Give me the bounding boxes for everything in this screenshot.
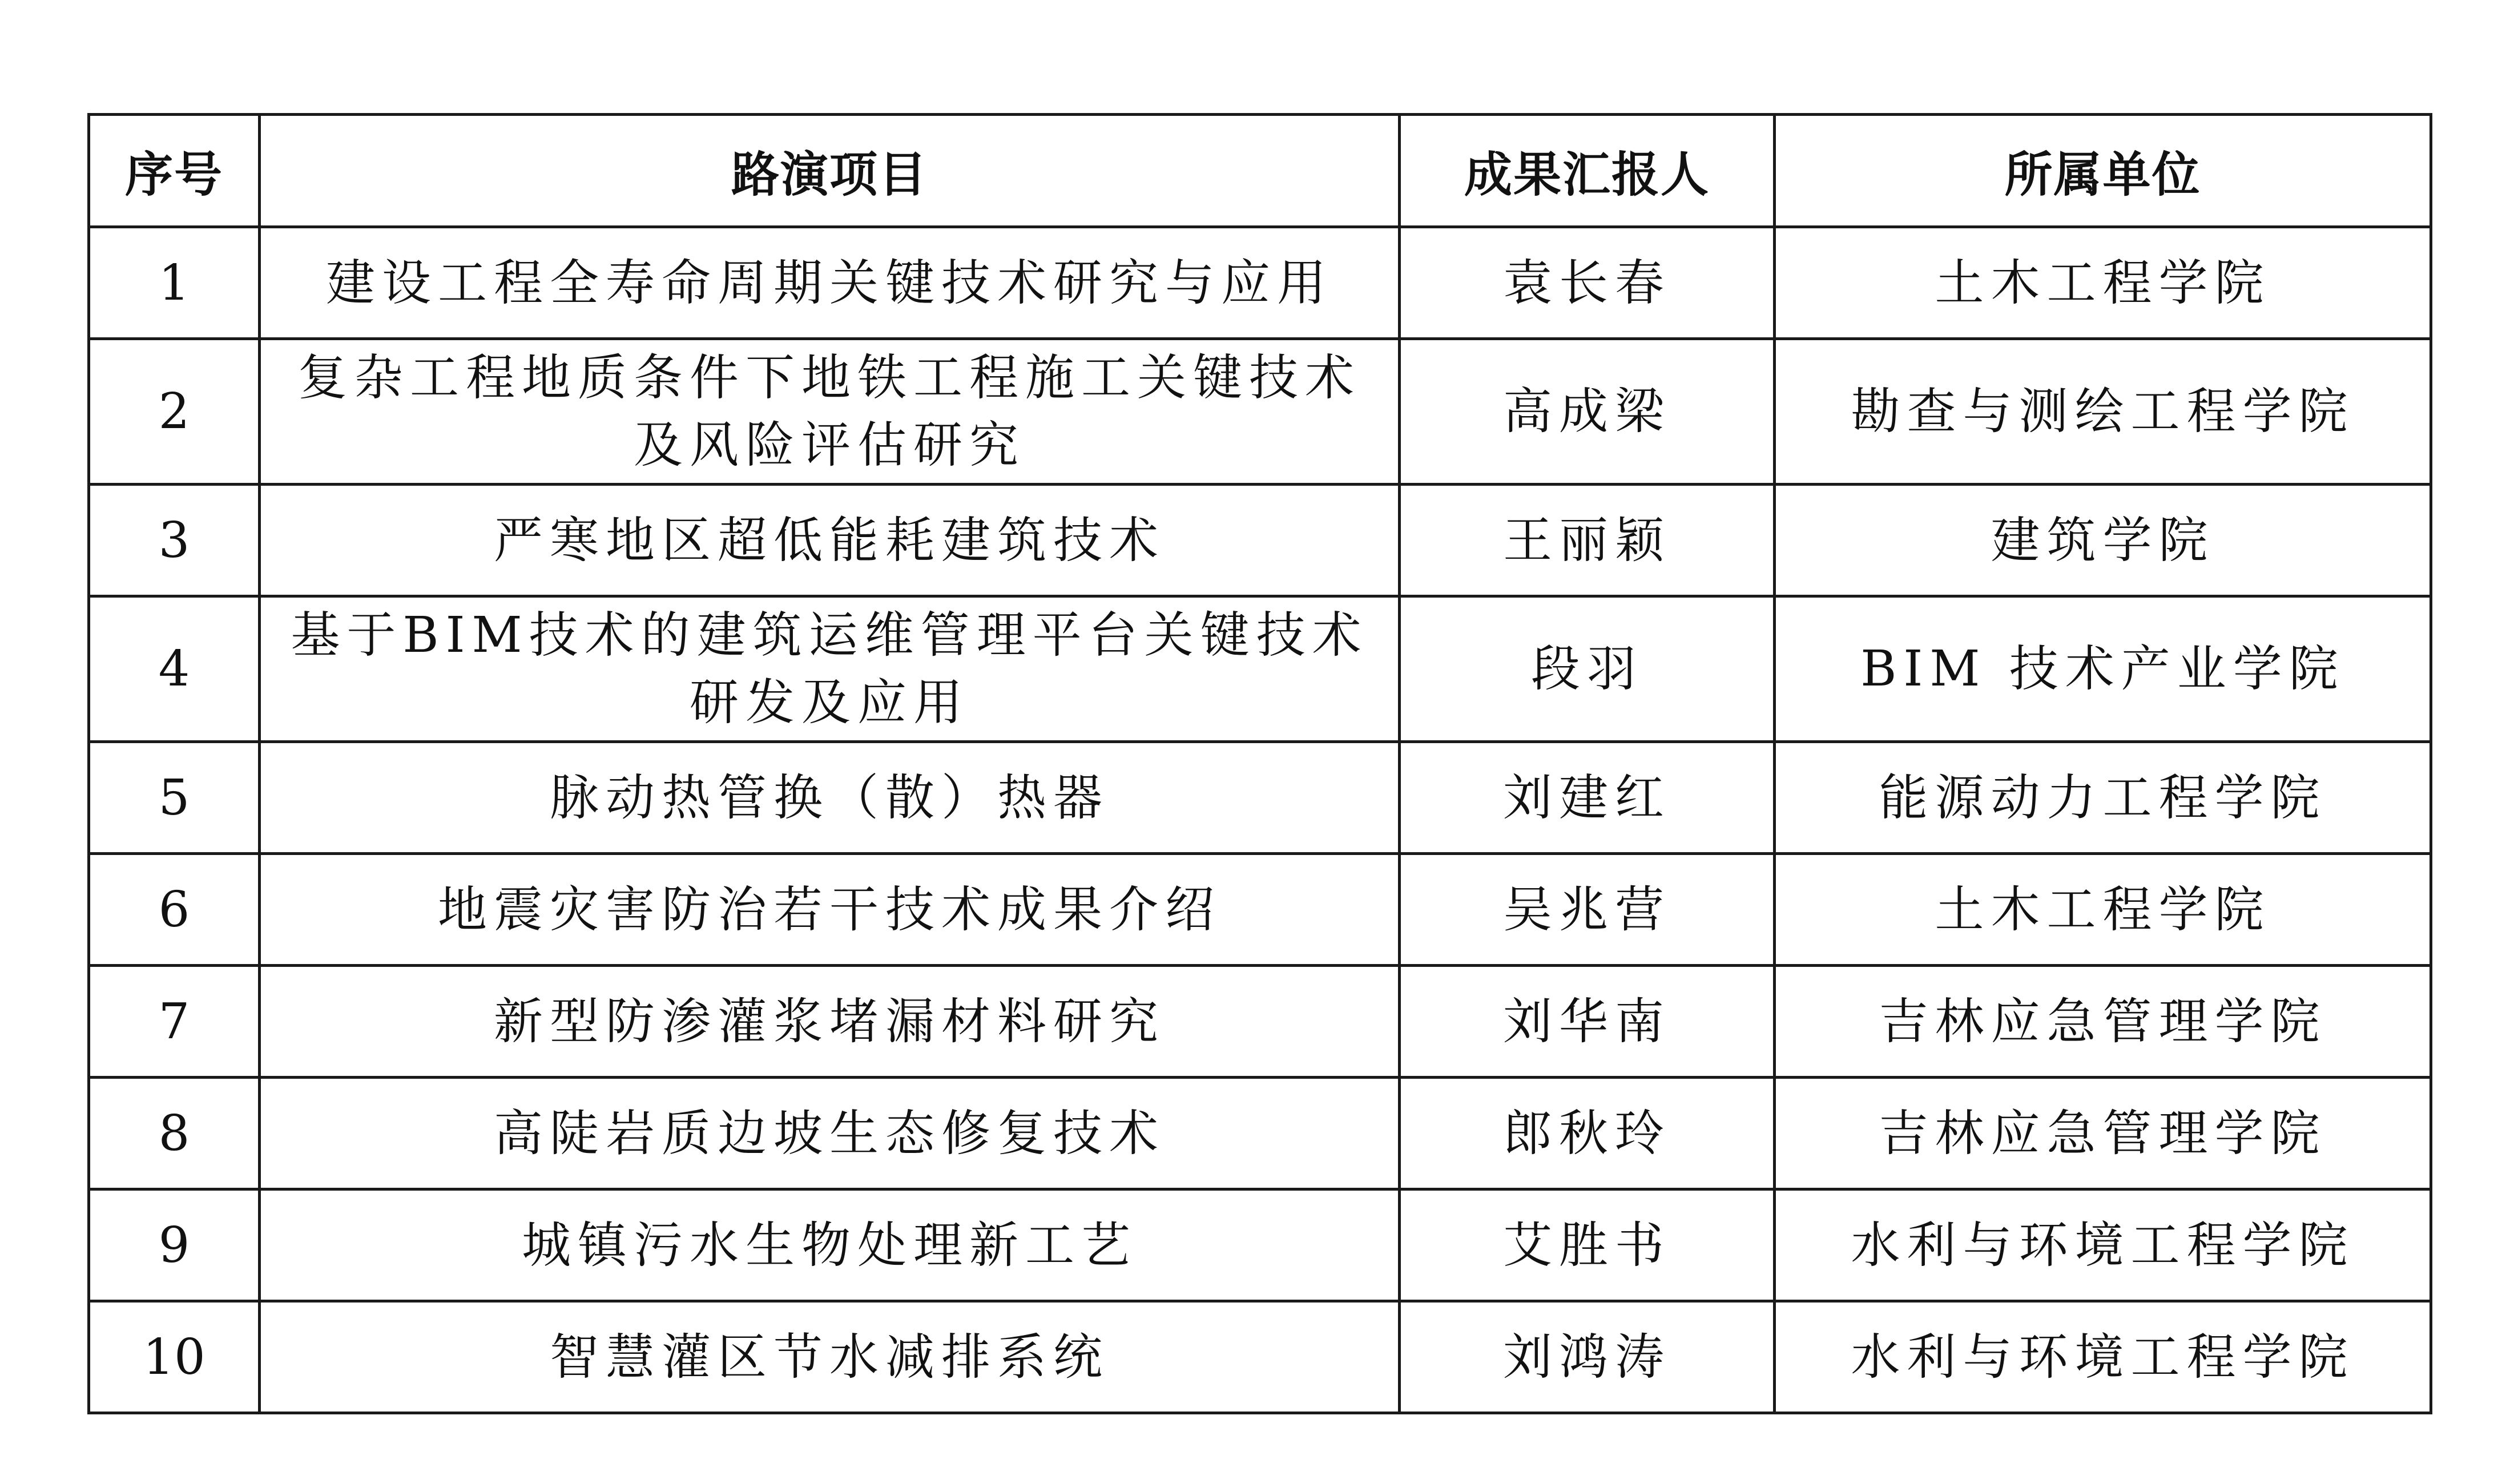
table-row [89,227,2431,339]
row-index: 5 [89,742,260,854]
row-project: 智慧灌区节水减排系统 [260,1301,1400,1413]
row-unit: 水利与环境工程学院 [1775,1189,2431,1301]
row-project: 建设工程全寿命周期关键技术研究与应用 [260,227,1400,339]
header-index: 序号 [89,115,260,227]
header-reporter: 成果汇报人 [1400,115,1775,227]
row-index: 4 [89,596,260,742]
row-reporter: 高成梁 [1400,339,1775,485]
table-row [89,485,2431,596]
row-project: 地震灾害防治若干技术成果介绍 [260,854,1400,966]
row-index: 1 [89,227,260,339]
row-unit: 勘查与测绘工程学院 [1775,339,2431,485]
table-row [89,1301,2431,1413]
row-index: 9 [89,1189,260,1301]
row-reporter: 刘华南 [1400,966,1775,1078]
row-project: 严寒地区超低能耗建筑技术 [260,485,1400,596]
roadshow-table-container [87,113,2429,1414]
row-index: 7 [89,966,260,1078]
row-unit: 土木工程学院 [1775,854,2431,966]
row-reporter: 吴兆营 [1400,854,1775,966]
row-reporter: 袁长春 [1400,227,1775,339]
table-header-row [89,115,2431,227]
table-row [89,596,2431,742]
table-row [89,742,2431,854]
row-reporter: 艾胜书 [1400,1189,1775,1301]
table-row [89,1078,2431,1189]
row-unit: 能源动力工程学院 [1775,742,2431,854]
row-project: 复杂工程地质条件下地铁工程施工关键技术及风险评估研究 [260,339,1400,485]
row-unit: 水利与环境工程学院 [1775,1301,2431,1413]
row-index: 3 [89,485,260,596]
row-reporter: 刘鸿涛 [1400,1301,1775,1413]
row-reporter: 段羽 [1400,596,1775,742]
row-reporter: 王丽颖 [1400,485,1775,596]
header-unit: 所属单位 [1775,115,2431,227]
row-project: 高陡岩质边坡生态修复技术 [260,1078,1400,1189]
row-unit: 吉林应急管理学院 [1775,966,2431,1078]
row-index: 8 [89,1078,260,1189]
table-row [89,1189,2431,1301]
row-index: 10 [89,1301,260,1413]
row-index: 2 [89,339,260,485]
row-unit: BIM 技术产业学院 [1775,596,2431,742]
row-project: 脉动热管换（散）热器 [260,742,1400,854]
row-index: 6 [89,854,260,966]
row-unit: 建筑学院 [1775,485,2431,596]
table-row [89,966,2431,1078]
row-reporter: 刘建红 [1400,742,1775,854]
row-project: 新型防渗灌浆堵漏材料研究 [260,966,1400,1078]
header-project: 路演项目 [260,115,1400,227]
row-project: 基于BIM技术的建筑运维管理平台关键技术研发及应用 [260,596,1400,742]
table-row [89,854,2431,966]
row-unit: 吉林应急管理学院 [1775,1078,2431,1189]
row-project: 城镇污水生物处理新工艺 [260,1189,1400,1301]
roadshow-table [87,113,2432,1414]
table-row [89,339,2431,485]
row-unit: 土木工程学院 [1775,227,2431,339]
row-reporter: 郎秋玲 [1400,1078,1775,1189]
